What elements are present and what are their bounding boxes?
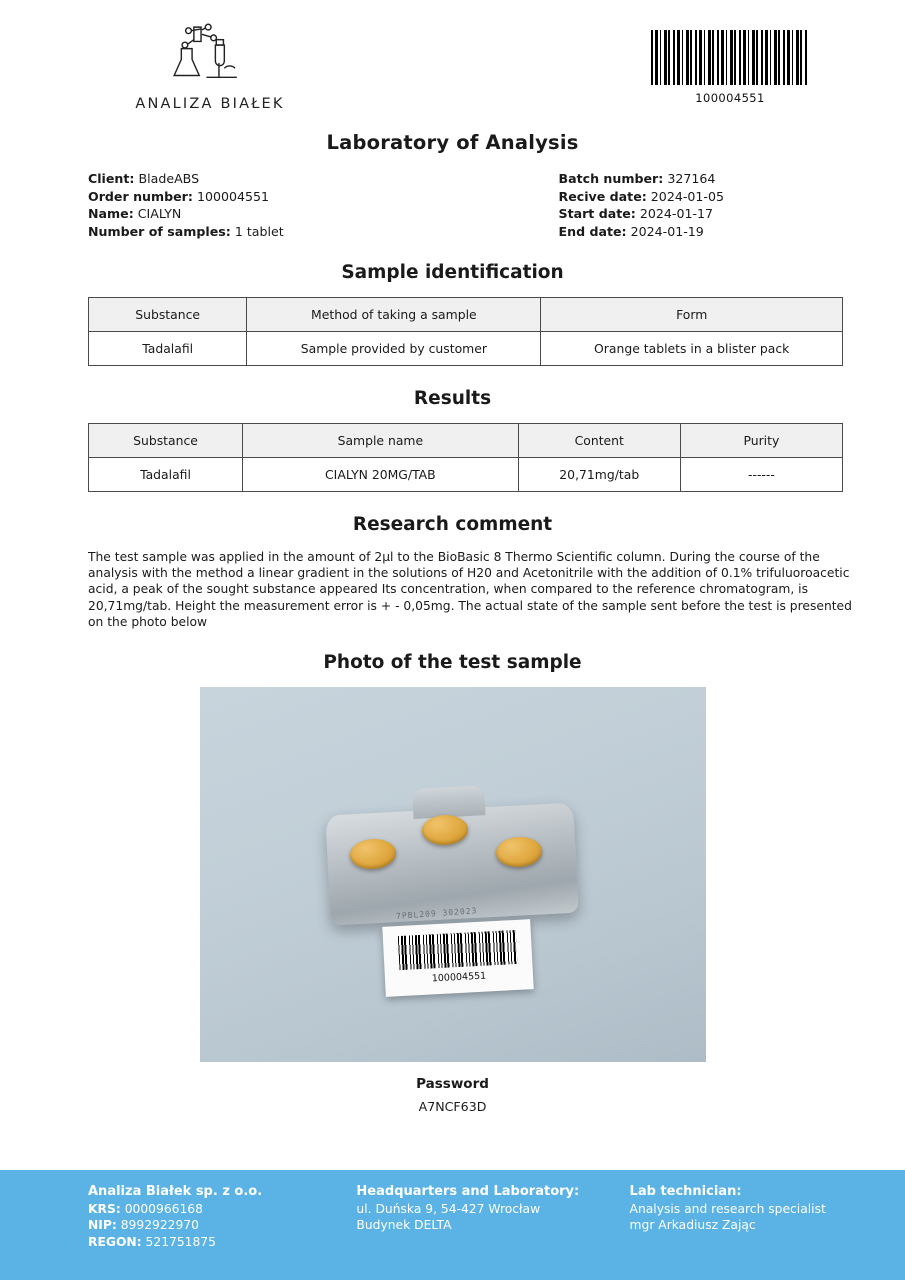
research-comment-text: The test sample was applied in the amount of 2µl to the BioBasic 8 Thermo Scientific column. During the course of the analysis with the method a linear gradient in the solutions of H20 and Acetonitrile with the addition of 0.1% trifuluoroacetic acid, a peak of the sought substance appeared Its concentration, when compared to the reference chromatogram, is 20,71mg/tab. Height the measurement error is + - 0,05mg. The actual state of the sample sent before the test is presented on the photo below [88,550,852,629]
meta-label: Client: [88,171,135,186]
document-footer [0,1170,905,1280]
photo-wrap [0,687,905,1062]
meta-value: BladeABS [138,171,200,186]
password-value: A7NCF63D [418,1099,487,1115]
footer-regon-value: 521751875 [145,1234,216,1249]
cell-content: 20,71mg/tab [518,458,680,492]
blister-imprint-text: 7PBL209 302023 [395,906,478,921]
metadata-left-column [88,170,467,240]
column-header-substance: Substance [89,298,247,332]
company-logo [100,18,320,112]
column-header-purity: Purity [680,424,842,458]
footer-tech-line1: Analysis and research specialist [629,1201,826,1216]
column-header-substance: Substance [89,424,243,458]
research-comment-title: Research comment [352,514,553,535]
cell-substance: Tadalafil [89,458,243,492]
sample-identification-table-wrap [0,297,905,366]
logo-text: ANALIZA BIAŁEK [135,96,285,112]
footer-krs-label: KRS: [88,1201,121,1216]
meta-label: Batch number: [558,171,664,186]
meta-value: 1 tablet [234,223,284,239]
column-header-sample-name: Sample name [243,424,519,458]
meta-value: CIALYN [137,206,182,221]
meta-value: 2024-01-17 [639,206,714,221]
column-header-method: Method of taking a sample [247,298,541,332]
results-title: Results [413,388,492,409]
footer-company-column [88,1184,356,1280]
cell-method: Sample provided by customer [247,332,541,366]
column-header-content: Content [518,424,680,458]
footer-nip [88,1217,356,1234]
sample-identification-table [88,297,843,366]
table-row [89,458,843,492]
photo-label-number: 100004551 [431,970,486,985]
table-row [89,332,843,366]
column-header-form: Form [541,298,843,332]
meta-row [88,188,467,206]
footer-company-name: Analiza Białek sp. z o.o. [88,1184,263,1199]
meta-row [559,188,846,206]
header-barcode [615,30,845,105]
table-header-row [89,298,843,332]
meta-label: Number of samples: [88,223,231,239]
meta-value: 327164 [667,171,716,186]
password-block [0,1076,905,1114]
metadata-right-column [467,170,846,240]
cell-sample-name: CIALYN 20MG/TAB [243,458,519,492]
footer-krs-value: 0000966168 [124,1201,203,1216]
cell-purity: ------ [680,458,842,492]
barcode-icon [397,930,517,970]
results-table-wrap [0,423,905,492]
meta-row [559,223,846,241]
footer-hq-title: Headquarters and Laboratory: [356,1184,580,1199]
barcode-number: 100004551 [695,91,765,105]
meta-label: Name: [88,206,134,221]
footer-regon [88,1234,356,1251]
meta-value: 2024-01-19 [630,223,704,239]
meta-row [88,205,467,223]
meta-value: 2024-01-05 [650,188,724,204]
meta-label: Order number: [88,188,193,204]
order-metadata [0,170,905,240]
meta-label: Start date: [558,206,636,221]
footer-nip-label: NIP: [88,1218,117,1232]
barcode-icon [651,30,809,85]
footer-nip-value: 8992922970 [120,1218,199,1232]
footer-technician-column [630,1184,865,1280]
meta-row [88,170,467,188]
footer-krs [88,1201,356,1218]
meta-row [559,205,846,223]
footer-hq-line1: ul. Duńska 9, 54-427 Wrocław [356,1201,541,1216]
photo-title: Photo of the test sample [323,652,582,674]
footer-regon-label: REGON: [88,1234,142,1249]
document-header [0,0,905,125]
cell-substance: Tadalafil [89,332,247,366]
table-header-row [89,424,843,458]
meta-row [559,170,846,188]
lab-flask-molecule-icon [167,18,253,90]
password-label: Password [416,1076,489,1093]
meta-value: 100004551 [196,188,270,204]
cell-form: Orange tablets in a blister pack [541,332,843,366]
sample-photo [200,687,706,1062]
page-title: Laboratory of Analysis [326,131,579,154]
results-table [88,423,843,492]
footer-hq-line2: Budynek DELTA [356,1218,452,1232]
footer-headquarters-column [356,1184,629,1280]
meta-label: Recive date: [558,188,647,204]
sample-identification-title: Sample identification [341,262,564,283]
meta-label: End date: [558,223,627,239]
footer-tech-line2: mgr Arkadiusz Zając [629,1218,756,1232]
photo-barcode-label [382,919,533,997]
footer-tech-title: Lab technician: [629,1184,742,1199]
meta-row [88,223,467,241]
